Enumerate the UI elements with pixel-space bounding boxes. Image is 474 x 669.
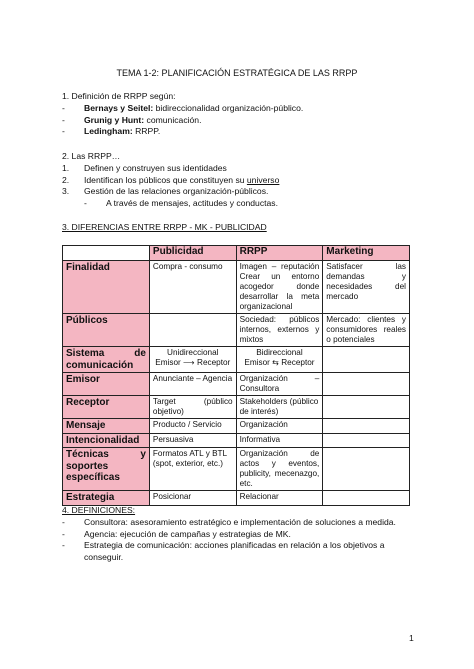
list-item: - Consultora: asesoramiento estratégico e implementación de soluciones a medida. (62, 517, 412, 529)
table-cell: Organización (236, 419, 323, 434)
table-cell (323, 347, 410, 373)
table-row (63, 347, 410, 373)
row-header: Mensaje (63, 419, 150, 434)
row-header: Emisor (63, 373, 150, 396)
list-item: - Ledingham: RRPP. (62, 126, 303, 138)
table-corner (63, 246, 150, 261)
table-row (63, 314, 410, 347)
section-1-list (62, 103, 303, 138)
list-item: - Grunig y Hunt: comunicación. (62, 115, 303, 127)
table-cell (323, 396, 410, 419)
table-cell: Anunciante – Agencia (149, 373, 236, 396)
comparison-table (62, 245, 410, 506)
table-row (63, 433, 410, 448)
table-cell (323, 433, 410, 448)
table-cell: Mercado: clientes y consumidores reales o potenciales (323, 314, 410, 347)
table-cell: Posicionar (149, 491, 236, 506)
table-cell: Relacionar (236, 491, 323, 506)
row-header: Receptor (63, 396, 150, 419)
section-2-heading: 2. Las RRPP… (62, 151, 121, 161)
table-cell: Satisfacer las demandas y necesidades del mercado (323, 261, 410, 314)
row-header: Estrategia (63, 491, 150, 506)
list-item: 3. Gestión de las relaciones organización-públicos. (62, 186, 269, 197)
row-header: Intencionalidad (63, 433, 150, 448)
page-title: TEMA 1-2: PLANIFICACIÓN ESTRATÉGICA DE LAS RRPP (116, 68, 358, 78)
column-header: Publicidad (149, 246, 236, 261)
table-cell: Compra - consumo (149, 261, 236, 314)
table-cell: Organización de actos y eventos, publicity, mecenazgo, etc. (236, 448, 323, 491)
column-header: Marketing (323, 246, 410, 261)
table-cell (323, 419, 410, 434)
table-row (63, 373, 410, 396)
table-cell: Organización – Consultora (236, 373, 323, 396)
table-cell (149, 314, 236, 347)
table-cell: Formatos ATL y BTL (spot, exterior, etc.) (149, 448, 236, 491)
section-2-sublist (84, 198, 278, 210)
section-1-heading: 1. Definición de RRPP según: (62, 91, 176, 101)
section-4-list (62, 517, 412, 563)
row-header: Sistema de comunicación (63, 347, 150, 373)
column-header: RRPP (236, 246, 323, 261)
table-cell: Target (público objetivo) (149, 396, 236, 419)
table-row (63, 396, 410, 419)
table-cell (323, 373, 410, 396)
page-number: 1 (409, 633, 414, 643)
table-row (63, 419, 410, 434)
table-cell (323, 491, 410, 506)
table-cell: Informativa (236, 433, 323, 448)
table-cell: Bidireccional Emisor ⇆ Receptor (236, 347, 323, 373)
row-header: Públicos (63, 314, 150, 347)
list-item: - Agencia: ejecución de campañas y estrategias de MK. (62, 529, 412, 541)
table-cell: Sociedad: públicos internos, externos y mixtos (236, 314, 323, 347)
list-item: - Bernays y Seitel: bidireccionalidad organización-público. (62, 103, 303, 115)
table-row (63, 491, 410, 506)
table-cell (323, 448, 410, 491)
table-cell: Imagen – reputación Crear un entorno acogedor donde desarrollar la meta organizacional (236, 261, 323, 314)
section-3-heading: 3. DIFERENCIAS ENTRE RRPP - MK - PUBLICIDAD (62, 222, 267, 232)
table-row (63, 448, 410, 491)
table-row (63, 261, 410, 314)
table-cell: Persuasiva (149, 433, 236, 448)
list-item: - Estrategia de comunicación: acciones planificadas en relación a los objetivos a conseguir. (62, 540, 412, 563)
list-item: 2. Identifican los públicos que constituyen su universo (62, 174, 280, 185)
section-4-heading: 4. DEFINICIONES: (62, 505, 136, 515)
list-item: 1. Definen y construyen sus identidades (62, 163, 227, 173)
row-header: Finalidad (63, 261, 150, 314)
table-header-row (63, 246, 410, 261)
row-header: Técnicas y soportes específicas (63, 448, 150, 491)
table-cell: Stakeholders (público de interés) (236, 396, 323, 419)
table-cell: Unidireccional Emisor ⟶ Receptor (149, 347, 236, 373)
section-2-list (62, 163, 279, 198)
table-cell: Producto / Servicio (149, 419, 236, 434)
list-item: - A través de mensajes, actitudes y conductas. (84, 198, 278, 210)
